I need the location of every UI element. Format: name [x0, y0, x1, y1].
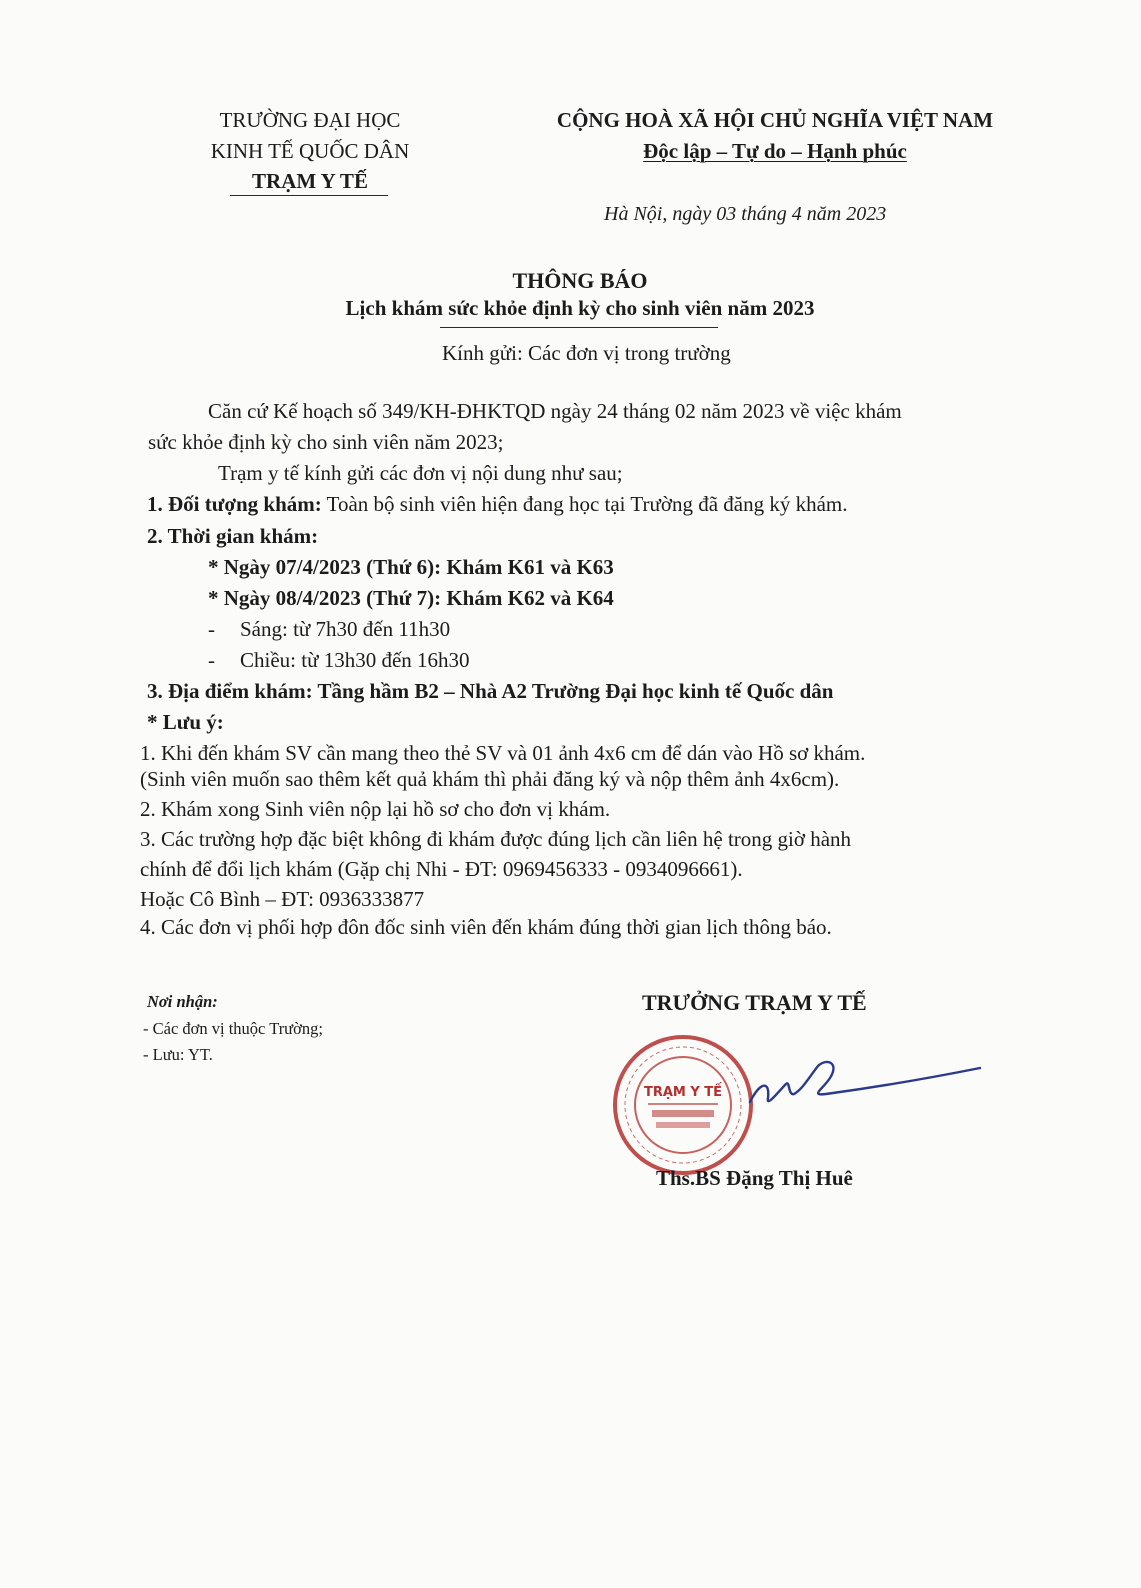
recipient-2: - Lưu: YT.	[143, 1045, 213, 1064]
recipients-heading: Nơi nhận:	[147, 992, 218, 1011]
addressee-line: Kính gửi: Các đơn vị trong trường	[442, 341, 731, 365]
note-2: 2. Khám xong Sinh viên nộp lại hồ sơ cho đơn vị khám.	[140, 797, 611, 821]
section-3-location: 3. Địa điểm khám: Tầng hầm B2 – Nhà A2 Trường Đại học kinh tế Quốc dân	[147, 679, 834, 703]
document-title: THÔNG BÁO	[512, 268, 648, 293]
unit-name-underline	[230, 195, 388, 196]
national-motto: Độc lập – Tự do – Hạnh phúc	[643, 139, 907, 163]
section-1-label: 1. Đối tượng khám:	[147, 492, 322, 516]
intro-line-1: Căn cứ Kế hoạch số 349/KH-ĐHKTQD ngày 24 tháng 02 năm 2023 về việc khám	[208, 399, 902, 423]
national-title: CỘNG HOÀ XÃ HỘI CHỦ NGHĨA VIỆT NAM	[556, 108, 994, 132]
note-1a: 1. Khi đến khám SV cần mang theo thẻ SV và 01 ảnh 4x6 cm để dán vào Hồ sơ khám.	[140, 741, 866, 765]
school-name-line1: TRƯỜNG ĐẠI HỌC	[219, 108, 401, 132]
section-1	[147, 492, 848, 517]
document-subtitle: Lịch khám sức khỏe định kỳ cho sinh viên năm 2023	[345, 296, 815, 320]
note-1b: (Sinh viên muốn sao thêm kết quả khám thì phải đăng ký và nộp thêm ảnh 4x6cm).	[140, 767, 840, 791]
section-2-label: 2. Thời gian khám:	[147, 524, 319, 548]
section-1-text: Toàn bộ sinh viên hiện đang học tại Trường đã đăng ký khám.	[321, 492, 848, 516]
note-3a: 3. Các trường hợp đặc biệt không đi khám được đúng lịch cần liên hệ trong giờ hành	[140, 827, 852, 851]
notes-heading: * Lưu ý:	[147, 710, 224, 734]
signer-position: TRƯỞNG TRẠM Y TẾ	[642, 990, 867, 1015]
handwritten-signature-icon	[730, 1052, 990, 1122]
unit-name: TRẠM Y TẾ	[252, 169, 368, 193]
date-line: Hà Nội, ngày 03 tháng 4 năm 2023	[604, 203, 887, 225]
note-3b: chính để đổi lịch khám (Gặp chị Nhi - ĐT: 0969456333 - 0934096661).	[140, 857, 743, 881]
morning-dash: -	[208, 617, 215, 641]
recipient-1: - Các đơn vị thuộc Trường;	[143, 1019, 323, 1038]
afternoon-dash: -	[208, 648, 215, 672]
exam-day-1: * Ngày 07/4/2023 (Thứ 6): Khám K61 và K63	[208, 555, 614, 579]
note-4: 4. Các đơn vị phối hợp đôn đốc sinh viên đến khám đúng thời gian lịch thông báo.	[140, 915, 832, 939]
note-3c: Hoặc Cô Bình – ĐT: 0936333877	[140, 887, 425, 911]
morning-hours: Sáng: từ 7h30 đến 11h30	[240, 617, 451, 641]
intro-line-2: sức khỏe định kỳ cho sinh viên năm 2023;	[148, 430, 504, 454]
school-name-line2: KINH TẾ QUỐC DÂN	[210, 139, 410, 163]
afternoon-hours: Chiều: từ 13h30 đến 16h30	[240, 648, 470, 672]
seal-text: TRẠM Y TẾ	[643, 1085, 723, 1100]
intro-line-3: Trạm y tế kính gửi các đơn vị nội dung như sau;	[218, 461, 623, 485]
signer-name: Ths.BS Đặng Thị Huê	[656, 1166, 853, 1190]
exam-day-2: * Ngày 08/4/2023 (Thứ 7): Khám K62 và K64	[208, 586, 614, 610]
subtitle-underline	[440, 327, 718, 328]
